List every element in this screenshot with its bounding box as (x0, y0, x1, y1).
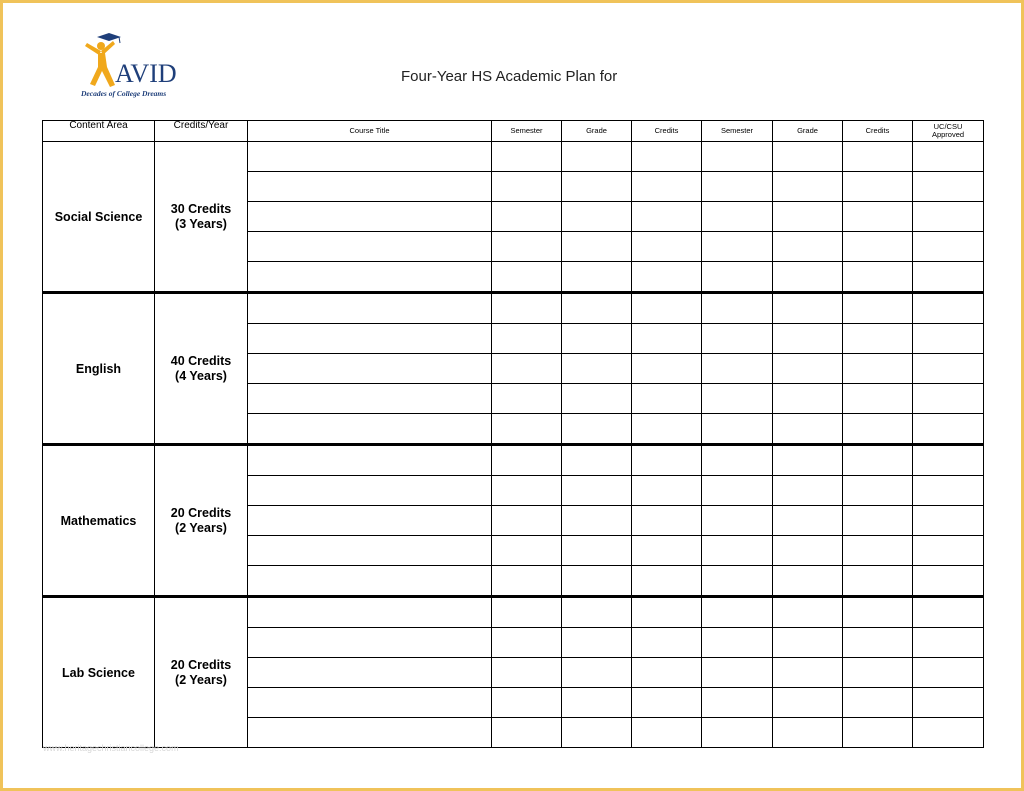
avid-logo (79, 31, 189, 101)
semester-cell[interactable] (492, 445, 562, 476)
credits-cell[interactable] (632, 262, 702, 293)
credits-cell[interactable] (632, 476, 702, 506)
grade-cell[interactable] (773, 142, 843, 172)
header-credits-1: Credits (632, 121, 702, 142)
uc-csu-cell[interactable] (913, 202, 984, 232)
uc-csu-cell[interactable] (913, 172, 984, 202)
grade-cell[interactable] (773, 324, 843, 354)
logo-wordmark: AVID (115, 59, 177, 88)
uc-csu-cell[interactable] (913, 324, 984, 354)
credits-cell[interactable] (843, 628, 913, 658)
content-area-cell: English (43, 293, 155, 445)
semester-cell[interactable] (702, 384, 773, 414)
credits-cell[interactable] (843, 536, 913, 566)
uc-csu-cell[interactable] (913, 142, 984, 172)
years-required: (2 Years) (175, 520, 227, 535)
grade-cell[interactable] (562, 718, 632, 748)
grade-cell[interactable] (773, 384, 843, 414)
grade-cell[interactable] (562, 142, 632, 172)
credits-cell[interactable] (843, 354, 913, 384)
credits-required: 20 Credits (170, 505, 232, 520)
credits-cell[interactable] (632, 628, 702, 658)
semester-cell[interactable] (492, 414, 562, 445)
uc-csu-cell[interactable] (913, 354, 984, 384)
credits-cell[interactable] (632, 718, 702, 748)
uc-csu-cell[interactable] (913, 262, 984, 293)
credits-cell[interactable] (843, 718, 913, 748)
grade-cell[interactable] (562, 658, 632, 688)
semester-cell[interactable] (492, 506, 562, 536)
years-required: (4 Years) (175, 368, 227, 383)
semester-cell[interactable] (492, 476, 562, 506)
course-title-cell[interactable] (248, 202, 492, 232)
uc-csu-cell[interactable] (913, 628, 984, 658)
grade-cell[interactable] (562, 476, 632, 506)
credits-cell[interactable] (632, 414, 702, 445)
credits-cell[interactable] (843, 414, 913, 445)
semester-cell[interactable] (702, 354, 773, 384)
grade-cell[interactable] (773, 414, 843, 445)
semester-cell[interactable] (492, 202, 562, 232)
credits-cell[interactable] (632, 293, 702, 324)
table-row (43, 142, 984, 172)
semester-cell[interactable] (492, 597, 562, 628)
semester-cell[interactable] (702, 718, 773, 748)
grade-cell[interactable] (562, 536, 632, 566)
grade-cell[interactable] (562, 628, 632, 658)
credits-cell[interactable] (632, 597, 702, 628)
grade-cell[interactable] (562, 414, 632, 445)
credits-cell[interactable] (632, 142, 702, 172)
credits-year-cell (155, 445, 248, 597)
header-credits-year: Credits/Year (155, 121, 248, 142)
credits-cell[interactable] (843, 384, 913, 414)
semester-cell[interactable] (702, 232, 773, 262)
semester-cell[interactable] (492, 718, 562, 748)
credits-required: 30 Credits (170, 201, 232, 216)
semester-cell[interactable] (492, 293, 562, 324)
grade-cell[interactable] (773, 628, 843, 658)
course-title-cell[interactable] (248, 688, 492, 718)
semester-cell[interactable] (492, 262, 562, 293)
course-title-cell[interactable] (248, 536, 492, 566)
uc-csu-cell[interactable] (913, 566, 984, 597)
credits-cell[interactable] (632, 658, 702, 688)
semester-cell[interactable] (702, 536, 773, 566)
credits-cell[interactable] (843, 445, 913, 476)
semester-cell[interactable] (702, 202, 773, 232)
grade-cell[interactable] (562, 506, 632, 536)
header-semester-1: Semester (492, 121, 562, 142)
uc-csu-cell[interactable] (913, 536, 984, 566)
credits-cell[interactable] (843, 506, 913, 536)
grade-cell[interactable] (773, 232, 843, 262)
grade-cell[interactable] (562, 232, 632, 262)
semester-cell[interactable] (702, 688, 773, 718)
grade-cell[interactable] (773, 688, 843, 718)
uc-csu-cell[interactable] (913, 445, 984, 476)
header-credits-2: Credits (843, 121, 913, 142)
course-title-cell[interactable] (248, 628, 492, 658)
credits-cell[interactable] (843, 232, 913, 262)
semester-cell[interactable] (492, 688, 562, 718)
uc-csu-cell[interactable] (913, 384, 984, 414)
semester-cell[interactable] (702, 476, 773, 506)
semester-cell[interactable] (702, 445, 773, 476)
content-area-cell: Lab Science (43, 597, 155, 748)
course-title-cell[interactable] (248, 506, 492, 536)
credits-cell[interactable] (632, 354, 702, 384)
content-area-cell: Social Science (43, 142, 155, 293)
page-title: Four-Year HS Academic Plan for (401, 68, 618, 85)
grade-cell[interactable] (773, 506, 843, 536)
uc-csu-cell[interactable] (913, 688, 984, 718)
credits-cell[interactable] (843, 142, 913, 172)
credits-year-cell (155, 597, 248, 748)
uc-csu-cell[interactable] (913, 658, 984, 688)
header-grade-1: Grade (562, 121, 632, 142)
course-title-cell[interactable] (248, 445, 492, 476)
grade-cell[interactable] (773, 172, 843, 202)
semester-cell[interactable] (492, 384, 562, 414)
semester-cell[interactable] (492, 172, 562, 202)
table-row (43, 293, 984, 324)
semester-cell[interactable] (492, 536, 562, 566)
header-grade-2: Grade (773, 121, 843, 142)
semester-cell[interactable] (492, 354, 562, 384)
grade-cell[interactable] (562, 597, 632, 628)
grade-cell[interactable] (773, 597, 843, 628)
header-uc-csu-approved (913, 121, 984, 142)
credits-cell[interactable] (843, 324, 913, 354)
credits-cell[interactable] (843, 262, 913, 293)
course-title-cell[interactable] (248, 414, 492, 445)
credits-cell[interactable] (632, 566, 702, 597)
grade-cell[interactable] (773, 354, 843, 384)
credits-year-cell (155, 293, 248, 445)
semester-cell[interactable] (492, 142, 562, 172)
grade-cell[interactable] (562, 202, 632, 232)
semester-cell[interactable] (702, 658, 773, 688)
academic-plan-table (42, 120, 984, 748)
header-semester-2: Semester (702, 121, 773, 142)
grade-cell[interactable] (773, 476, 843, 506)
credits-cell[interactable] (843, 566, 913, 597)
table-row (43, 597, 984, 628)
grade-cell[interactable] (562, 172, 632, 202)
credits-cell[interactable] (632, 202, 702, 232)
grade-cell[interactable] (773, 718, 843, 748)
semester-cell[interactable] (702, 172, 773, 202)
course-title-cell[interactable] (248, 384, 492, 414)
course-title-cell[interactable] (248, 566, 492, 597)
credits-cell[interactable] (632, 688, 702, 718)
course-title-cell[interactable] (248, 262, 492, 293)
semester-cell[interactable] (702, 628, 773, 658)
semester-cell[interactable] (492, 566, 562, 597)
logo-tagline: Decades of College Dreams (81, 89, 167, 98)
semester-cell[interactable] (702, 566, 773, 597)
uc-csu-cell[interactable] (913, 414, 984, 445)
uc-csu-cell[interactable] (913, 476, 984, 506)
course-title-cell[interactable] (248, 232, 492, 262)
grade-cell[interactable] (562, 324, 632, 354)
header-content-area: Content Area (43, 121, 155, 142)
uc-csu-cell[interactable] (913, 293, 984, 324)
credits-cell[interactable] (843, 202, 913, 232)
grade-cell[interactable] (562, 293, 632, 324)
credits-cell[interactable] (843, 293, 913, 324)
grade-cell[interactable] (562, 688, 632, 718)
course-title-cell[interactable] (248, 597, 492, 628)
credits-cell[interactable] (632, 324, 702, 354)
credits-required: 20 Credits (170, 657, 232, 672)
header-uc-csu-line2: Approved (931, 130, 965, 139)
course-title-cell[interactable] (248, 658, 492, 688)
grade-cell[interactable] (773, 445, 843, 476)
credits-cell[interactable] (632, 536, 702, 566)
watermark: www.heritagechristiancollege.com (43, 743, 179, 753)
credits-cell[interactable] (843, 172, 913, 202)
header-uc-csu-line1: UC/CSU (933, 122, 963, 131)
grade-cell[interactable] (562, 354, 632, 384)
semester-cell[interactable] (702, 293, 773, 324)
grade-cell[interactable] (773, 202, 843, 232)
grade-cell[interactable] (562, 262, 632, 293)
semester-cell[interactable] (702, 324, 773, 354)
credits-cell[interactable] (632, 445, 702, 476)
grade-cell[interactable] (773, 293, 843, 324)
semester-cell[interactable] (492, 324, 562, 354)
years-required: (2 Years) (175, 672, 227, 687)
course-title-cell[interactable] (248, 324, 492, 354)
uc-csu-cell[interactable] (913, 506, 984, 536)
credits-cell[interactable] (843, 476, 913, 506)
semester-cell[interactable] (702, 262, 773, 293)
grade-cell[interactable] (773, 262, 843, 293)
semester-cell[interactable] (702, 414, 773, 445)
credits-year-cell (155, 142, 248, 293)
grade-cell[interactable] (562, 445, 632, 476)
credits-cell[interactable] (632, 232, 702, 262)
table-row (43, 445, 984, 476)
grade-cell[interactable] (773, 566, 843, 597)
credits-cell[interactable] (843, 658, 913, 688)
credits-cell[interactable] (843, 688, 913, 718)
semester-cell[interactable] (492, 628, 562, 658)
semester-cell[interactable] (702, 597, 773, 628)
uc-csu-cell[interactable] (913, 718, 984, 748)
course-title-cell[interactable] (248, 476, 492, 506)
grade-cell[interactable] (773, 658, 843, 688)
semester-cell[interactable] (492, 658, 562, 688)
semester-cell[interactable] (492, 232, 562, 262)
credits-cell[interactable] (632, 506, 702, 536)
content-area-cell: Mathematics (43, 445, 155, 597)
credits-cell[interactable] (843, 597, 913, 628)
grade-cell[interactable] (562, 566, 632, 597)
uc-csu-cell[interactable] (913, 232, 984, 262)
plan-body (43, 142, 984, 748)
credits-cell[interactable] (632, 172, 702, 202)
semester-cell[interactable] (702, 142, 773, 172)
uc-csu-cell[interactable] (913, 597, 984, 628)
grade-cell[interactable] (773, 536, 843, 566)
years-required: (3 Years) (175, 216, 227, 231)
header-course-title: Course Title (248, 121, 492, 142)
grade-cell[interactable] (562, 384, 632, 414)
course-title-cell[interactable] (248, 142, 492, 172)
semester-cell[interactable] (702, 506, 773, 536)
course-title-cell[interactable] (248, 293, 492, 324)
header-row (43, 121, 984, 142)
course-title-cell[interactable] (248, 718, 492, 748)
credits-cell[interactable] (632, 384, 702, 414)
credits-required: 40 Credits (170, 353, 232, 368)
course-title-cell[interactable] (248, 354, 492, 384)
course-title-cell[interactable] (248, 172, 492, 202)
